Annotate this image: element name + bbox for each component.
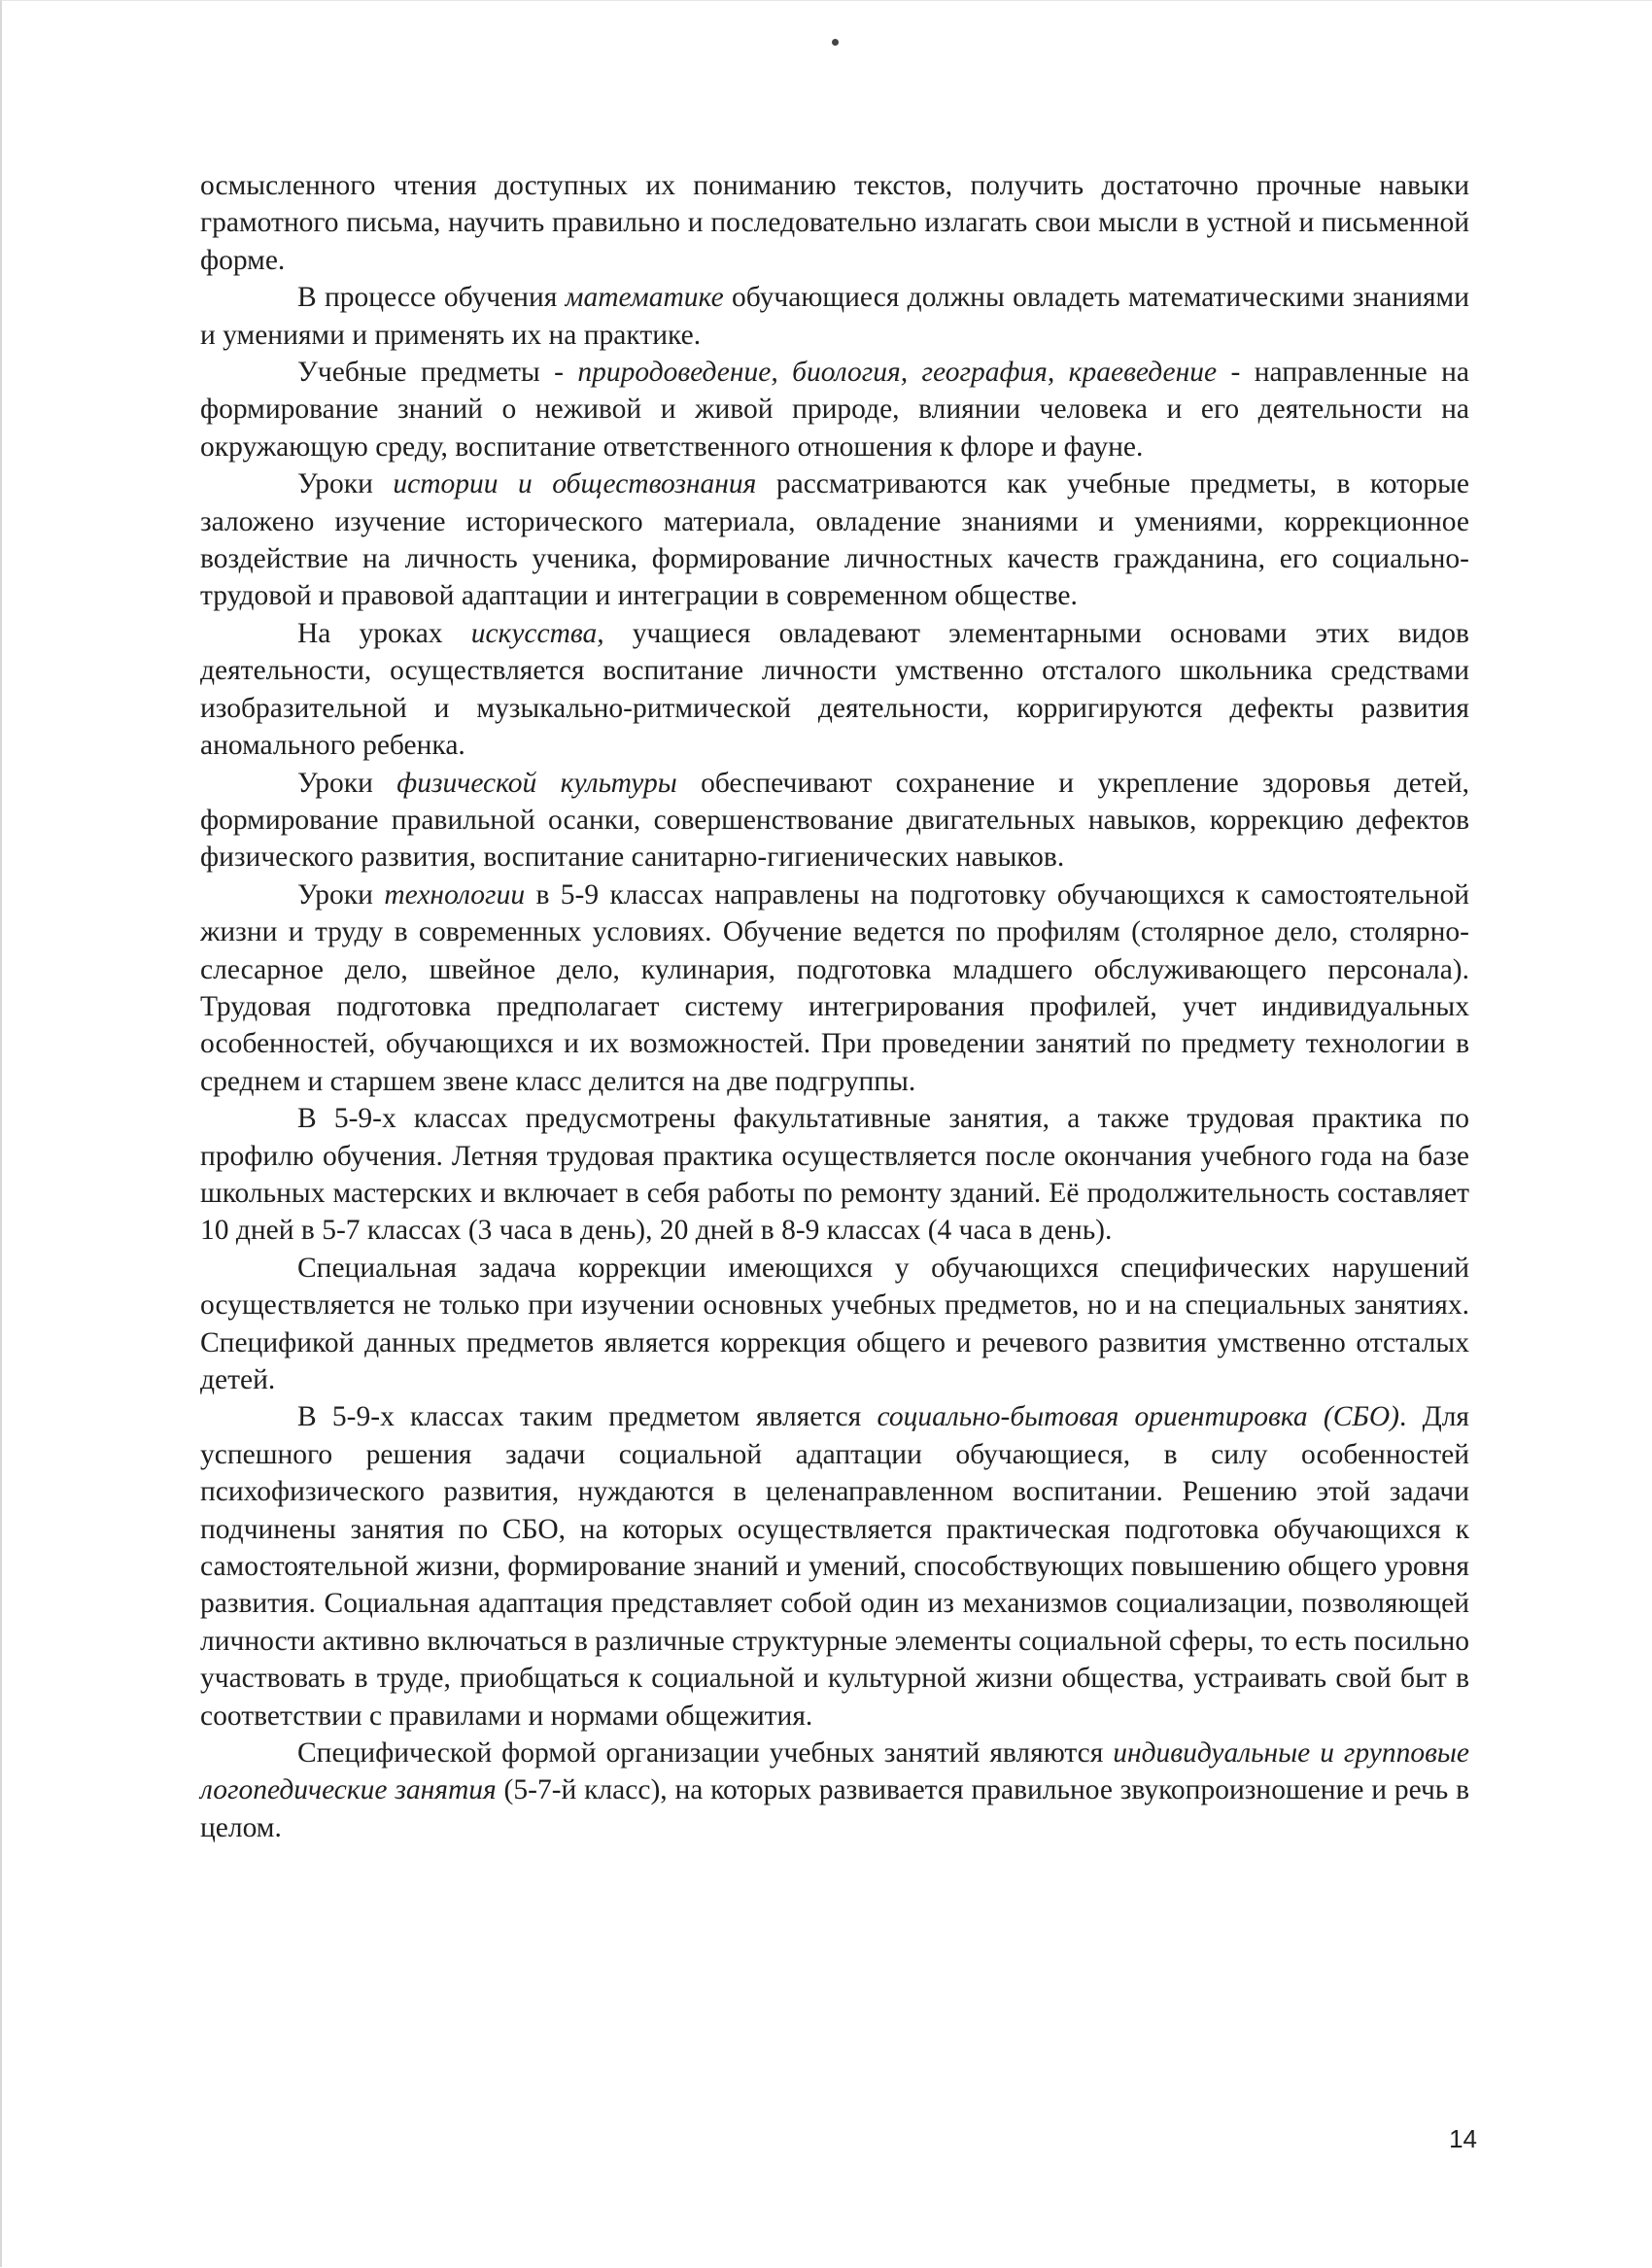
italic-term: индивидуальные и групповые логопедические занятия [200,1737,1469,1806]
paragraph [200,354,1469,465]
italic-term: технологии [384,878,526,911]
text-run: Специфической формой организации учебных занятий являются [297,1737,1114,1770]
text-run: На уроках [297,617,471,649]
text-run: Уроки [297,468,394,500]
paragraph [200,1250,1469,1399]
text-run: В 5-9-х классах таким предметом является [297,1401,878,1433]
italic-term: социально-бытовая ориентировка (СБО) [877,1401,1399,1433]
paragraph [200,167,1469,279]
text-run: Уроки [297,767,397,799]
paragraph [200,279,1469,354]
paragraph [200,1398,1469,1735]
text-run: рассматриваются как учебные предметы, в которые заложено изучение исторического материала, овладение знаниями и умениями, коррекционное воздействие на личность ученика, формирование личностных качеств гражданина, его социально-трудовой и правовой адаптации и интеграции в современном обществе. [200,468,1469,612]
italic-term: природоведение, биология, география, краеведение [577,357,1218,389]
text-run: Уроки [297,878,385,911]
italic-term: истории и обществознания [393,468,757,500]
scan-dot-mark [832,39,839,46]
text-run: - направленные на формирование знаний о неживой и живой природе, влиянии человека и его деятельности на окружающую среду, воспитание ответственного отношения к флоре и фауне. [200,357,1470,463]
italic-term: математике [565,282,724,314]
document-body [200,167,1469,1846]
page-number: 14 [1449,2124,1477,2153]
text-run: учащиеся овладевают элементарными основами этих видов деятельности, осуществляется воспитание личности умственно отсталого школьника средствами изобразительной и музыкально-ритмической деятельности, корригируются дефекты развития аномального ребенка. [200,617,1469,762]
italic-term: искусства, [470,617,604,649]
text-run: обеспечивают сохранение и укрепление здоровья детей, формирование правильной осанки, совершенствование двигательных навыков, коррекцию дефектов физического развития, воспитание санитарно-гигиенических навыков. [200,767,1469,874]
text-run: Специальная задача коррекции имеющихся у обучающихся специфических нарушений осуществляется не только при изучении основных учебных предметов, но и на специальных занятиях. Спецификой данных предметов является коррекция общего и речевого развития умственно отсталых детей. [200,1252,1469,1395]
text-run: осмысленного чтения доступных их пониманию текстов, получить достаточно прочные навыки грамотного письма, научить правильно и последовательно излагать свои мысли в устной и письменной форме. [200,170,1469,276]
text-run: . Для успешного решения задачи социальной адаптации обучающиеся, в силу особенностей психофизического развития, нуждаются в целенаправленном воспитании. Решению этой задачи подчинены занятия по СБО, на которых осуществляется практическая подготовка обучающихся к самостоятельной жизни, формирование знаний и умений, способствующих повышению общего уровня развития. Социальная адаптация представляет собой один из механизмов социализации, позволяющей личности активно включаться в различные структурные элементы социальной сферы, то есть посильно участвовать в труде, приобщаться к социальной и культурной жизни общества, устраивать свой быт в соответствии с правилами и нормами общежития. [200,1401,1469,1732]
paragraph [200,876,1469,1100]
paragraph [200,1100,1469,1250]
paragraph [200,615,1469,765]
paragraph [200,465,1469,615]
paragraph [200,1735,1469,1846]
text-run: В процессе обучения [297,282,566,314]
text-run: Учебные предметы - [297,357,578,389]
paragraph [200,765,1469,876]
italic-term: физической культуры [396,767,677,799]
text-run: В 5-9-х классах предусмотрены факультативные занятия, а также трудовая практика по профилю обучения. Летняя трудовая практика осуществляется после окончания учебного года на базе школьных мастерских и включает в себя работы по ремонту зданий. Её продолжительность составляет 10 дней в 5-7 классах (3 часа в день), 20 дней в 8-9 классах (4 часа в день). [200,1103,1469,1247]
text-run: (5-7-й класс), на которых развивается правильное звукопроизношение и речь в целом. [200,1774,1470,1843]
text-run: в 5-9 классах направлены на подготовку обучающихся к самостоятельной жизни и труду в современных условиях. Обучение ведется по профилям (столярное дело, столярно-слесарное дело, швейное дело, кулинария, подготовка младшего обслуживающего персонала). Трудовая подготовка предполагает систему интегрирования профилей, учет индивидуальных особенностей, обучающихся и их возможностей. При проведении занятий по предмету технологии в среднем и старшем звене класс делится на две подгруппы. [200,878,1469,1097]
text-run: обучающиеся должны овладеть математическими знаниями и умениями и применять их на практике. [200,282,1470,351]
